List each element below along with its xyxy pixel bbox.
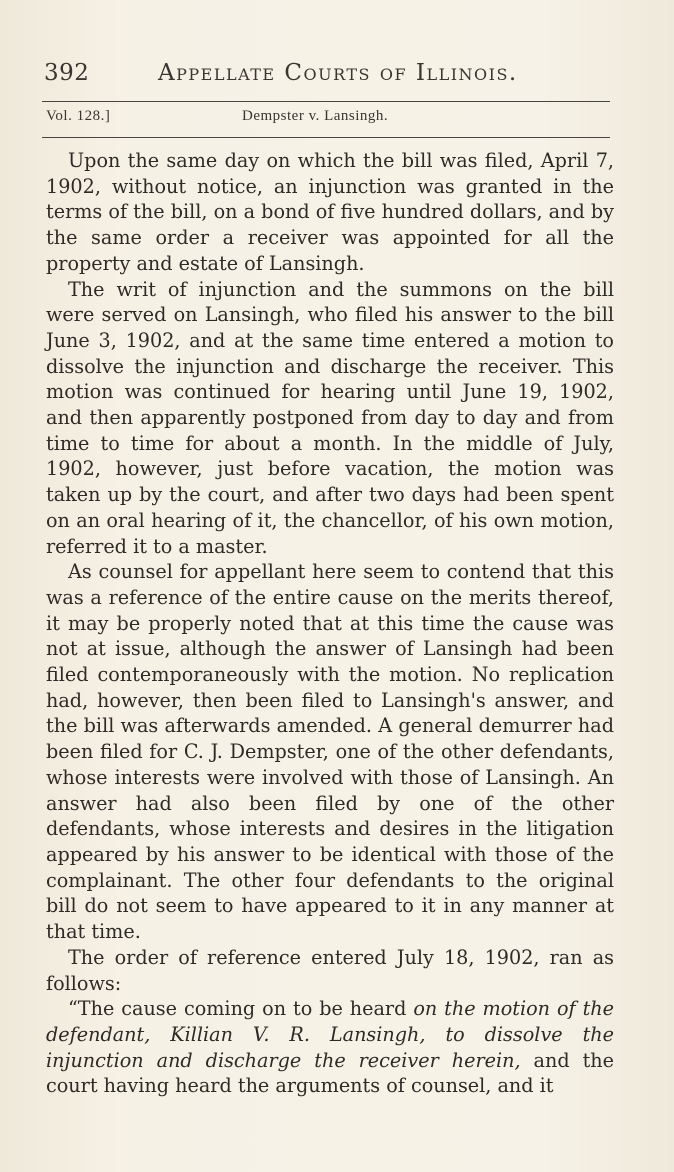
quote-close: and the court having heard the arguments of counsel, and it bbox=[46, 1048, 615, 1098]
quote-open: “The cause coming on to be heard bbox=[68, 997, 414, 1021]
case-name: Dempster v. Lansingh. bbox=[242, 108, 389, 124]
page-header bbox=[40, 58, 620, 98]
quote-italic-motion: on the motion of the defendant, Killian V. R. Lansingh, to dissolve the injunction and discharge the receiver herein, bbox=[46, 997, 614, 1072]
paragraph-2: The writ of injunction and the summons on the bill were served on Lansingh, who filed his answer to the bill June 3, 1902, and at the same time entered a motion to dissolve the injunction and discharge the receiver. This motion was continued for hearing until June 19, 1902, and then apparently postponed from day to day and from time to time for about a month. In the middle of July, 1902, however, just before vacation, the motion was taken up by the court, and after two days had been spent on an oral hearing of it, the chancellor, of his own motion, referred it to a master. bbox=[46, 277, 614, 558]
body-text bbox=[46, 148, 614, 1099]
page-number: 392 bbox=[44, 60, 90, 86]
quoted-order bbox=[46, 996, 614, 1099]
paragraph-4: The order of reference entered July 18, 1902, ran as follows: bbox=[46, 945, 614, 995]
volume-label: Vol. 128.] bbox=[46, 108, 111, 124]
paragraph-3: As counsel for appellant here seem to contend that this was a reference of the entire cause on the merits thereof, it may be properly noted that at this time the cause was not at issue, although the answer of Lansingh had been filed contemporaneously with the motion. No replication had, however, then been filed to Lansingh's answer, and the bill was afterwards amended. A general demurrer had been filed for C. J. Dempster, one of the other defendants, whose interests were involved with those of Lansingh. An answer had also been filed by one of the other defendants, whose interests and desires in the litigation appeared by his answer to be identical with those of the complainant. The other four defendants to the original bill do not seem to have appeared to it in any manner at that time. bbox=[46, 560, 614, 944]
header-rule-top bbox=[42, 101, 610, 102]
paragraph-1: Upon the same day on which the bill was filed, April 7, 1902, without notice, an injunction was granted in the terms of the bill, on a bond of five hundred dollars, and by the same order a receiver was appointed for all the property and estate of Lansingh. bbox=[46, 149, 614, 275]
header-rule-bottom bbox=[42, 137, 610, 138]
case-subheader bbox=[46, 108, 616, 132]
running-title: Appellate Courts of Illinois. bbox=[158, 60, 518, 86]
